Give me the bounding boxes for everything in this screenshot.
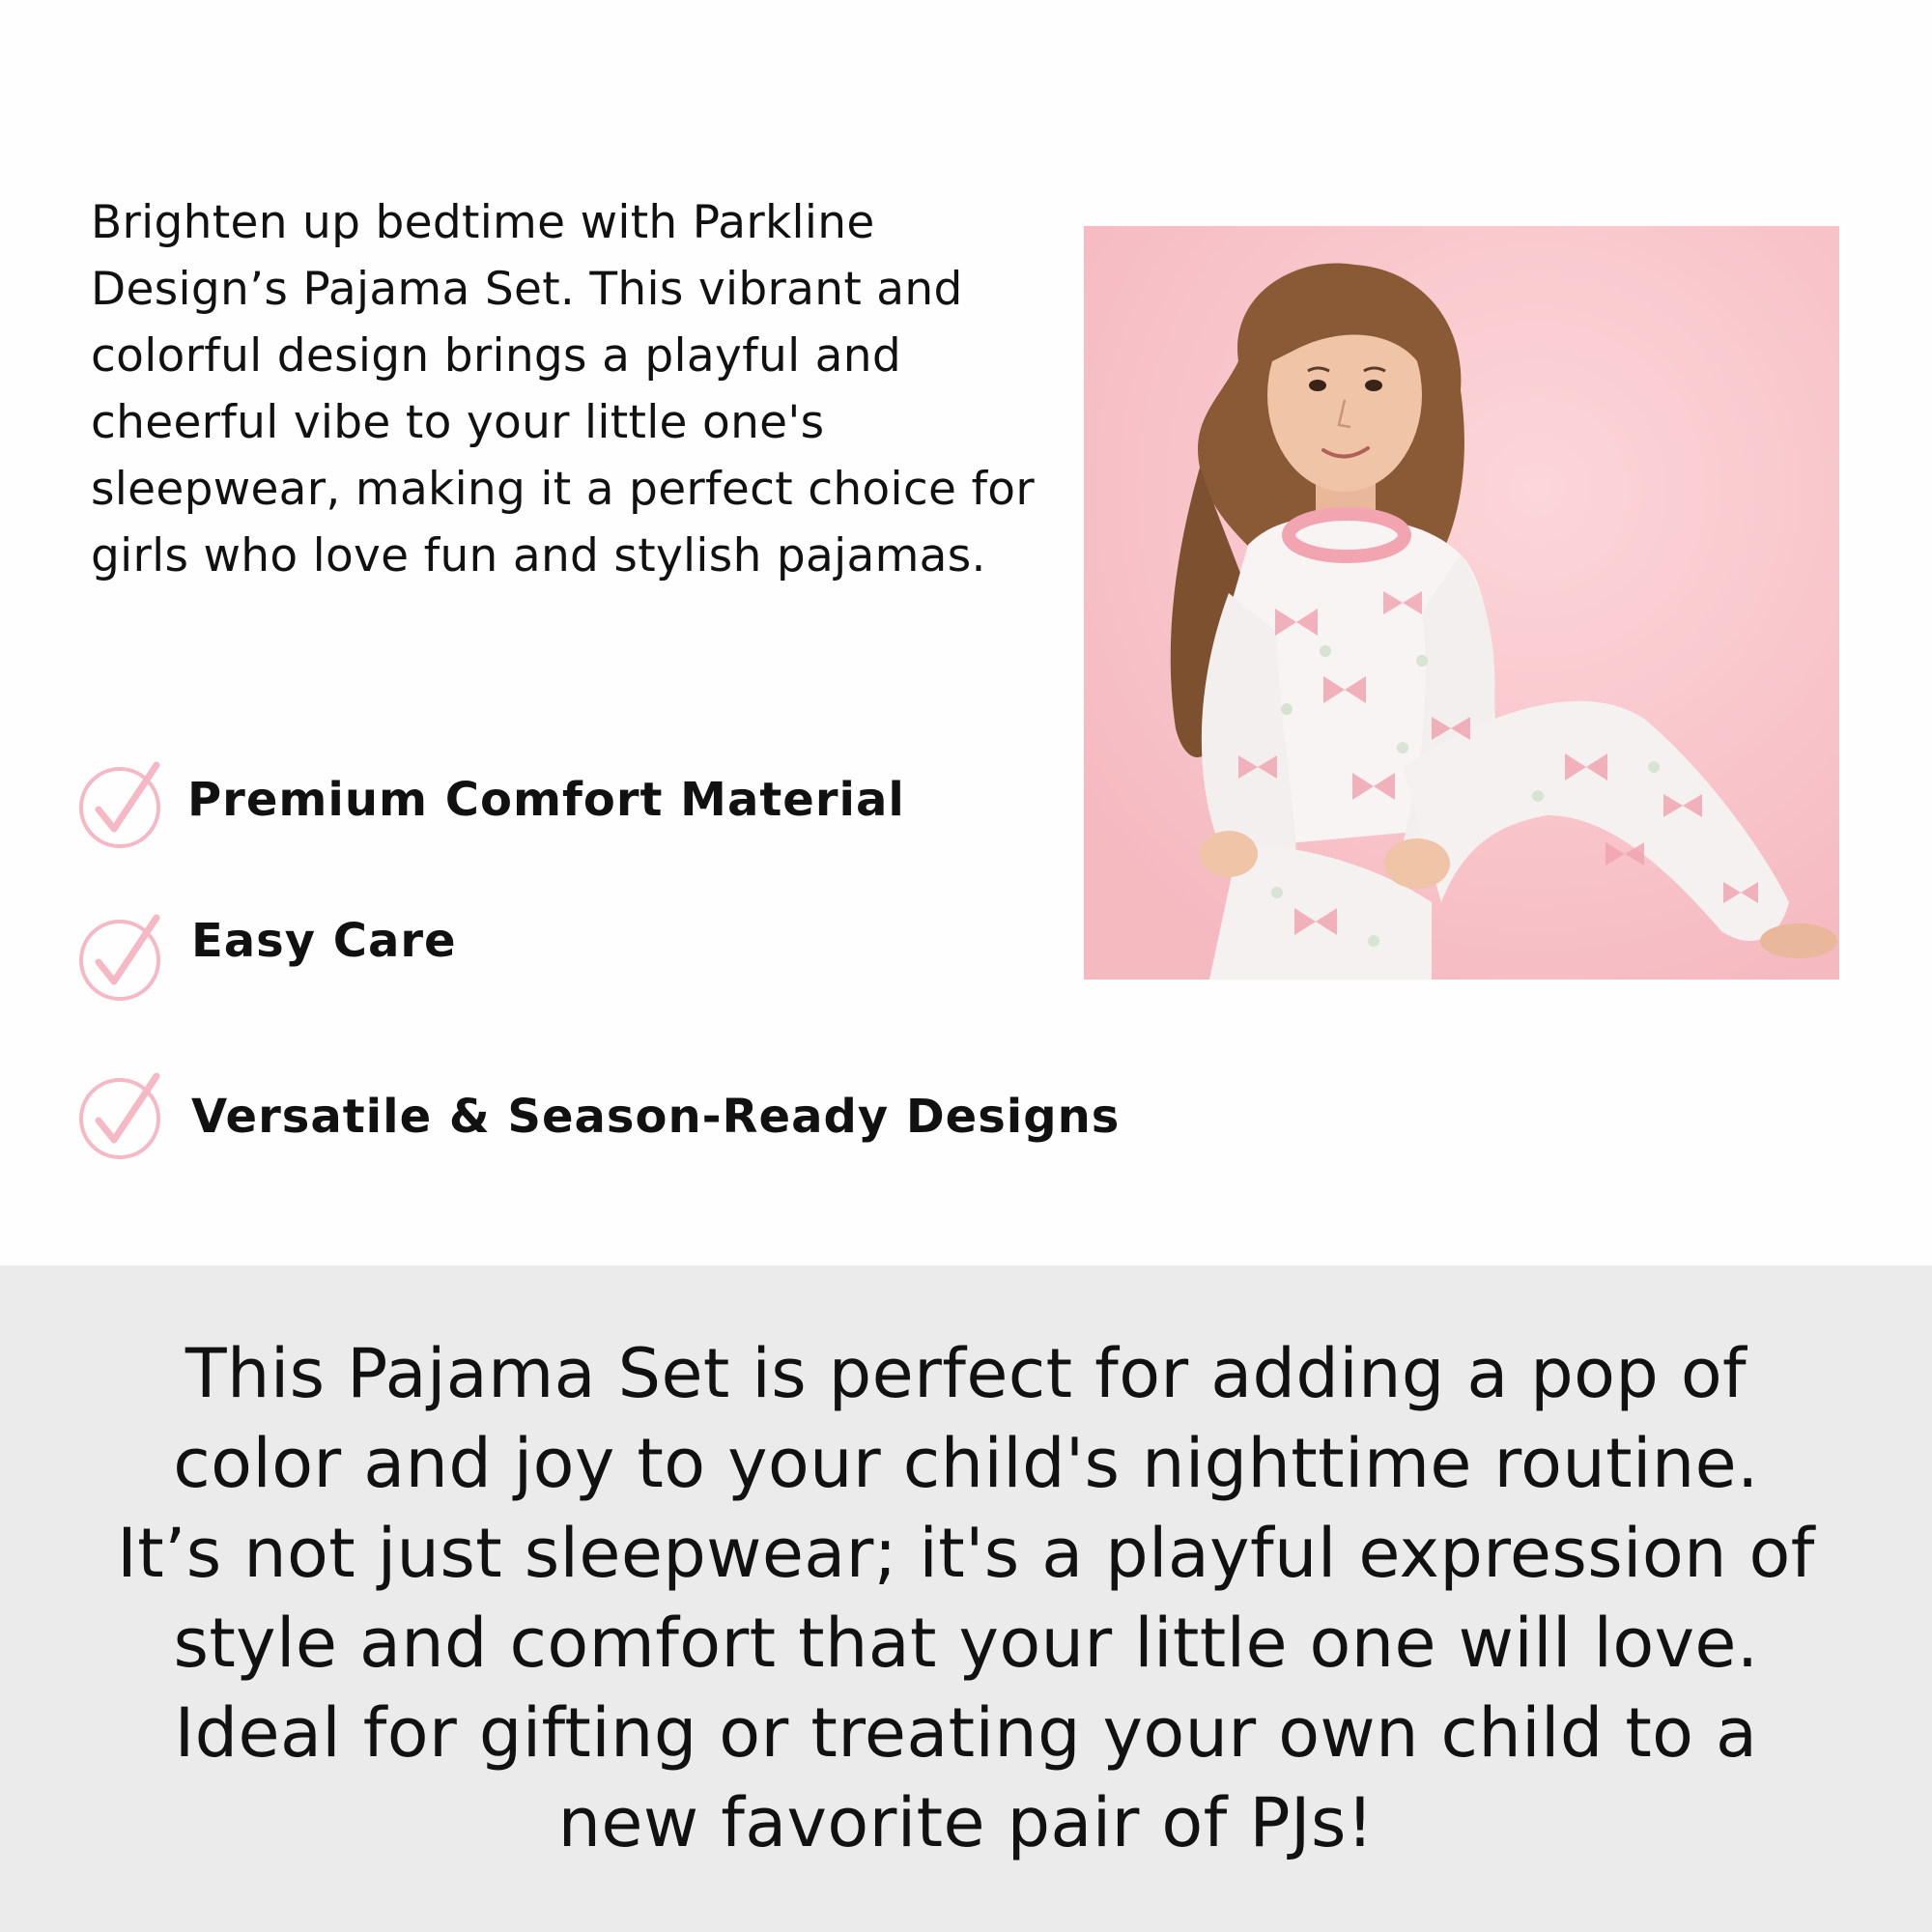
feature-label: Premium Comfort Material bbox=[187, 773, 905, 827]
feature-item-easy-care bbox=[75, 908, 1099, 1005]
feature-item-premium-comfort bbox=[75, 755, 1099, 852]
product-photo bbox=[1084, 226, 1839, 980]
intro-paragraph: Brighten up bedtime with Parkline Design’s Pajama Set. This vibrant and colorful design brings a playful and cheerful vibe to your little one's sleepwear, making it a perfect choice for girls who love fun and stylish pajamas. bbox=[91, 196, 1035, 582]
feature-label: Versatile & Season-Ready Designs bbox=[191, 1090, 1121, 1144]
closing-paragraph: This Pajama Set is perfect for adding a pop of color and joy to your child's nighttime routine. It’s not just sleepwear; it's a playful expression of style and comfort that your little one will love. Ideal for gifting or treating your own child to a new favorite pair of PJs! bbox=[117, 1334, 1815, 1862]
check-circle-icon bbox=[75, 908, 172, 1005]
check-circle-icon bbox=[75, 755, 172, 852]
feature-label: Easy Care bbox=[191, 914, 457, 968]
feature-item-versatile-designs bbox=[75, 1066, 1121, 1163]
girl-in-pajamas-illustration bbox=[1084, 226, 1839, 980]
check-circle-icon bbox=[75, 1066, 172, 1163]
